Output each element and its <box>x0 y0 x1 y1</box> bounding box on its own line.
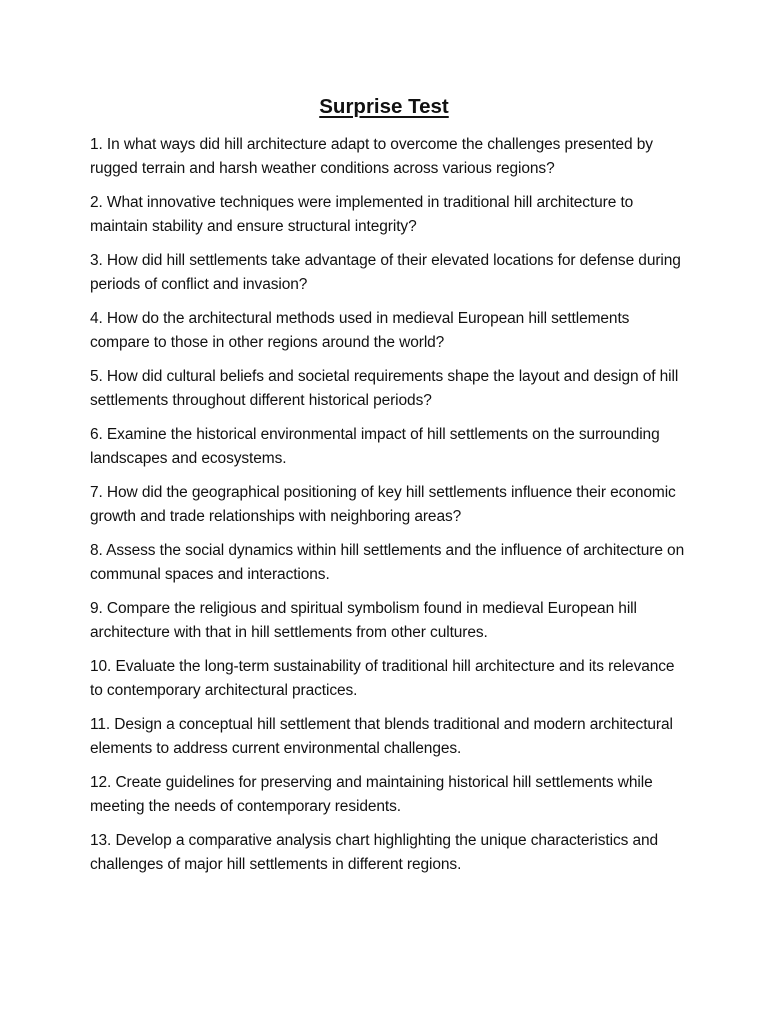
question-item: 7. How did the geographical positioning of key hill settlements influence their economic growth and trade relationships with neighboring areas? <box>90 484 676 525</box>
question-item: 13. Develop a comparative analysis chart highlighting the unique characteristics and challenges of major hill settlements in different regions. <box>90 832 659 873</box>
question-item: 8. Assess the social dynamics within hill settlements and the influence of architecture on communal spaces and interactions. <box>90 542 685 583</box>
question-item: 10. Evaluate the long-term sustainability of traditional hill architecture and its relevance to contemporary architectural practices. <box>90 658 675 699</box>
question-item: 5. How did cultural beliefs and societal requirements shape the layout and design of hill settlements throughout different historical periods? <box>90 368 679 409</box>
question-item: 2. What innovative techniques were implemented in traditional hill architecture to maintain stability and ensure structural integrity? <box>90 194 634 235</box>
question-item: 9. Compare the religious and spiritual symbolism found in medieval European hill architecture with that in hill settlements from other cultures. <box>90 600 637 641</box>
question-item: 12. Create guidelines for preserving and maintaining historical hill settlements while meeting the needs of contemporary residents. <box>90 774 653 815</box>
question-item: 11. Design a conceptual hill settlement that blends traditional and modern architectural elements to address current environmental challenges. <box>90 716 673 757</box>
question-item: 3. How did hill settlements take advantage of their elevated locations for defense during periods of conflict and invasion? <box>90 252 681 293</box>
question-list <box>90 133 690 887</box>
question-item: 4. How do the architectural methods used in medieval European hill settlements compare to those in other regions around the world? <box>90 310 630 351</box>
question-item: 1. In what ways did hill architecture adapt to overcome the challenges presented by rugged terrain and harsh weather conditions across various regions? <box>90 136 653 177</box>
question-item: 6. Examine the historical environmental impact of hill settlements on the surrounding landscapes and ecosystems. <box>90 426 660 467</box>
page-title: Surprise Test <box>319 95 449 118</box>
